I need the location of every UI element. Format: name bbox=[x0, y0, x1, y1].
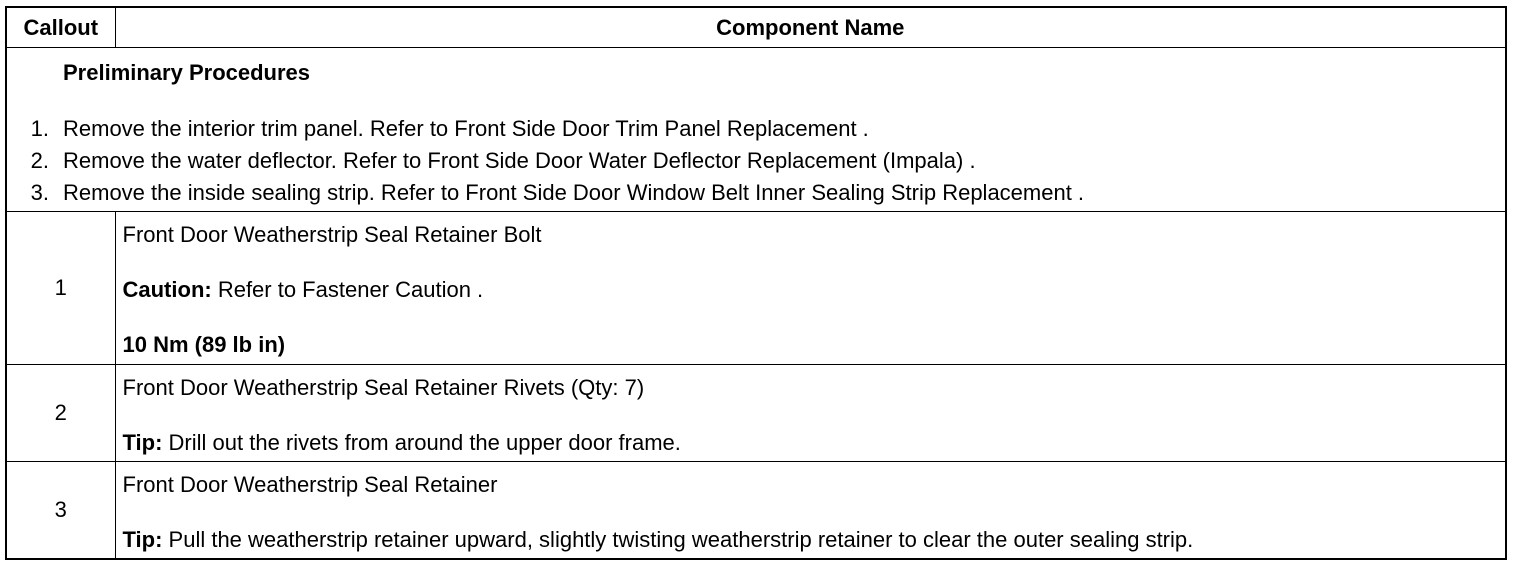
preliminary-procedures-cell bbox=[6, 48, 1506, 212]
step-text: Remove the interior trim panel. Refer to Front Side Door Trim Panel Replacement . bbox=[63, 116, 869, 141]
note-text: Drill out the rivets from around the upper door frame. bbox=[162, 430, 681, 455]
step-text: Remove the water deflector. Refer to Front Side Door Water Deflector Replacement (Impala) . bbox=[63, 148, 976, 173]
note-text: Pull the weatherstrip retainer upward, slightly twisting weatherstrip retainer to clear the outer sealing strip. bbox=[162, 527, 1194, 552]
note-label: Tip: bbox=[122, 527, 163, 552]
callout-number: 1 bbox=[6, 212, 115, 365]
table-row bbox=[6, 365, 1506, 462]
tip-note bbox=[123, 527, 1194, 553]
callout-number: 2 bbox=[6, 365, 115, 462]
step-number: 3. bbox=[30, 180, 49, 205]
callout-header: Callout bbox=[6, 7, 115, 48]
step-text: Remove the inside sealing strip. Refer to Front Side Door Window Belt Inner Sealing Strip Replacement . bbox=[63, 180, 1085, 205]
component-name: Front Door Weatherstrip Seal Retainer Bolt bbox=[122, 222, 542, 247]
step-number: 1. bbox=[30, 116, 49, 141]
torque-spec: 10 Nm (89 lb in) bbox=[122, 332, 286, 357]
component-cell bbox=[115, 212, 1506, 365]
tip-note bbox=[123, 430, 681, 456]
preliminary-title: Preliminary Procedures bbox=[63, 60, 311, 85]
note-label: Tip: bbox=[122, 430, 163, 455]
caution-note bbox=[123, 277, 484, 303]
table-row bbox=[6, 462, 1506, 560]
callout-number: 3 bbox=[6, 462, 115, 560]
note-label: Caution: bbox=[122, 277, 212, 302]
preliminary-row bbox=[6, 48, 1506, 212]
note-text: Refer to Fastener Caution . bbox=[211, 277, 484, 302]
procedure-table bbox=[5, 6, 1507, 560]
component-cell bbox=[115, 365, 1506, 462]
component-cell bbox=[115, 462, 1506, 560]
header-row bbox=[6, 7, 1506, 48]
table-row bbox=[6, 212, 1506, 365]
step-number: 2. bbox=[30, 148, 49, 173]
component-name: Front Door Weatherstrip Seal Retainer bbox=[122, 472, 498, 497]
component-name: Front Door Weatherstrip Seal Retainer Rivets (Qty: 7) bbox=[122, 375, 645, 400]
component-name-header: Component Name bbox=[115, 7, 1506, 48]
